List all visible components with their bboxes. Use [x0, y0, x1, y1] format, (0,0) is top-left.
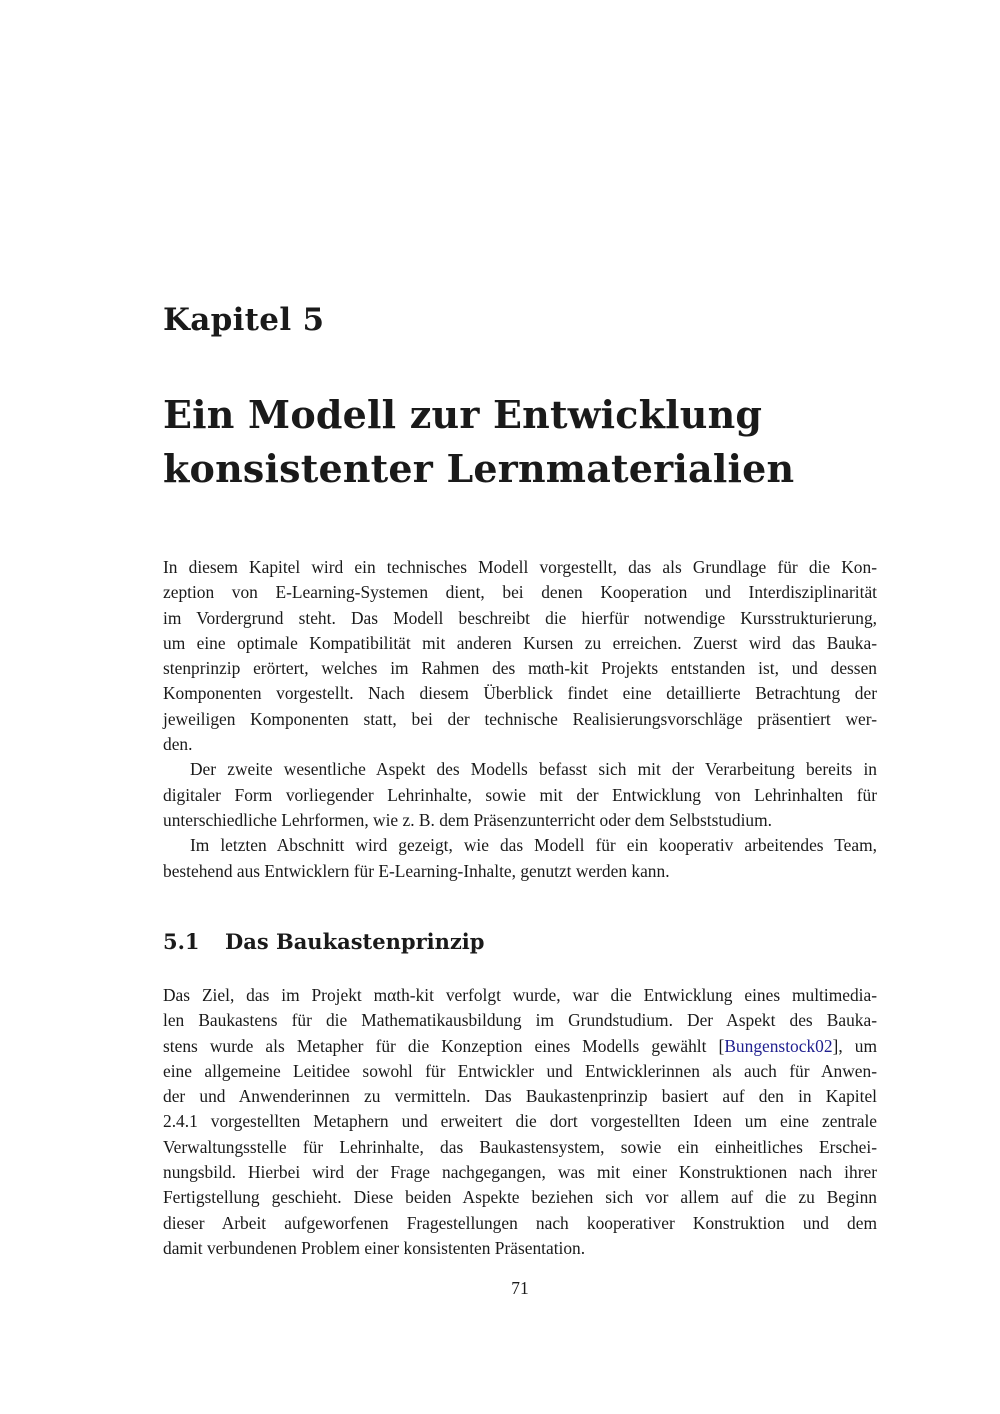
intro-p1-line: jeweiligen Komponenten statt, bei der technische Realisierungsvorschläge präsentiert wer- — [163, 708, 877, 729]
intro-p2-line: unterschiedliche Lehrformen, wie z. B. dem Präsenzunterricht oder dem Selbststudium. — [163, 809, 772, 830]
chapter-title-line-2: konsistenter Lernmaterialien — [163, 446, 795, 491]
section-line-with-citation — [163, 1034, 877, 1059]
chapter-label: Kapitel 5 — [163, 302, 325, 338]
section-body — [163, 983, 877, 1261]
section-line-3-after: ], um — [832, 1035, 877, 1056]
document-page — [163, 0, 877, 1414]
section-heading — [163, 929, 484, 954]
section-number: 5.1 — [163, 929, 200, 954]
section-line: 2.4.1 vorgestellten Metaphern und erweitert die dort vorgestellten Ideen um eine zentrale — [163, 1111, 877, 1132]
section-title: Das Baukastenprinzip — [225, 929, 485, 954]
intro-p3-line: Im letzten Abschnitt wird gezeigt, wie das Modell für ein kooperativ arbeitendes Team, — [190, 835, 877, 856]
intro-p2-line: Der zweite wesentliche Aspekt des Modells befasst sich mit der Verarbeitung bereits in — [190, 759, 877, 780]
section-line: Das Ziel, das im Projekt mαth-kit verfolgt wurde, war die Entwicklung eines multimedia- — [163, 985, 877, 1005]
section-line: der und Anwenderinnen zu vermitteln. Das Baukastenprinzip basiert auf den in Kapitel — [163, 1086, 877, 1107]
section-line: Fertigstellung geschieht. Diese beiden Aspekte beziehen sich vor allem auf die zu Beginn — [163, 1187, 877, 1208]
chapter-title-line-1: Ein Modell zur Entwicklung — [163, 392, 763, 437]
section-line: damit verbundenen Problem einer konsistenten Präsentation. — [163, 1237, 586, 1258]
intro-text — [163, 555, 877, 884]
section-line: len Baukastens für die Mathematikausbildung im Grundstudium. Der Aspekt des Bauka- — [163, 1010, 877, 1031]
intro-p3-line: bestehend aus Entwicklern für E-Learning-Inhalte, genutzt werden kann. — [163, 860, 670, 881]
intro-p1-line: zeption von E-Learning-Systemen dient, bei denen Kooperation und Interdisziplinarität — [163, 582, 877, 603]
section-line: dieser Arbeit aufgeworfenen Fragestellungen nach kooperativer Konstruktion und dem — [163, 1212, 877, 1233]
intro-p1-line: stenprinzip erörtert, welches im Rahmen des mαth-kit Projekts entstanden ist, und dessen — [163, 658, 877, 679]
intro-p1-line: im Vordergrund steht. Das Modell beschreibt die hierfür notwendige Kursstrukturierung, — [163, 607, 877, 628]
intro-p1-line: den. — [163, 734, 193, 755]
intro-p1-line: In diesem Kapitel wird ein technisches Modell vorgestellt, das als Grundlage für die Kon- — [163, 557, 877, 577]
intro-p1-line: Komponenten vorgestellt. Nach diesem Überblick findet eine detaillierte Betrachtung der — [163, 683, 877, 704]
section-line: nungsbild. Hierbei wird der Frage nachgegangen, was mit einer Konstruktionen nach ihrer — [163, 1162, 877, 1183]
intro-p2-line: digitaler Form vorliegender Lehrinhalte, sowie mit der Entwicklung von Lehrinhalten für — [163, 784, 877, 805]
section-line: Verwaltungsstelle für Lehrinhalte, das Baukastensystem, sowie ein einheitliches Erschei- — [163, 1136, 877, 1157]
section-line-3-before: stens wurde als Metapher für die Konzeption eines Modells gewählt [ — [163, 1035, 725, 1056]
citation-link[interactable]: Bungenstock02 — [724, 1035, 833, 1056]
section-line: eine allgemeine Leitidee sowohl für Entwickler und Entwicklerinnen als auch für Anwen- — [163, 1060, 877, 1081]
chapter-title — [163, 388, 877, 496]
page-number: 71 — [511, 1278, 529, 1298]
intro-p1-line: um eine optimale Kompatibilität mit anderen Kursen zu erreichen. Zuerst wird das Bauka- — [163, 632, 877, 653]
